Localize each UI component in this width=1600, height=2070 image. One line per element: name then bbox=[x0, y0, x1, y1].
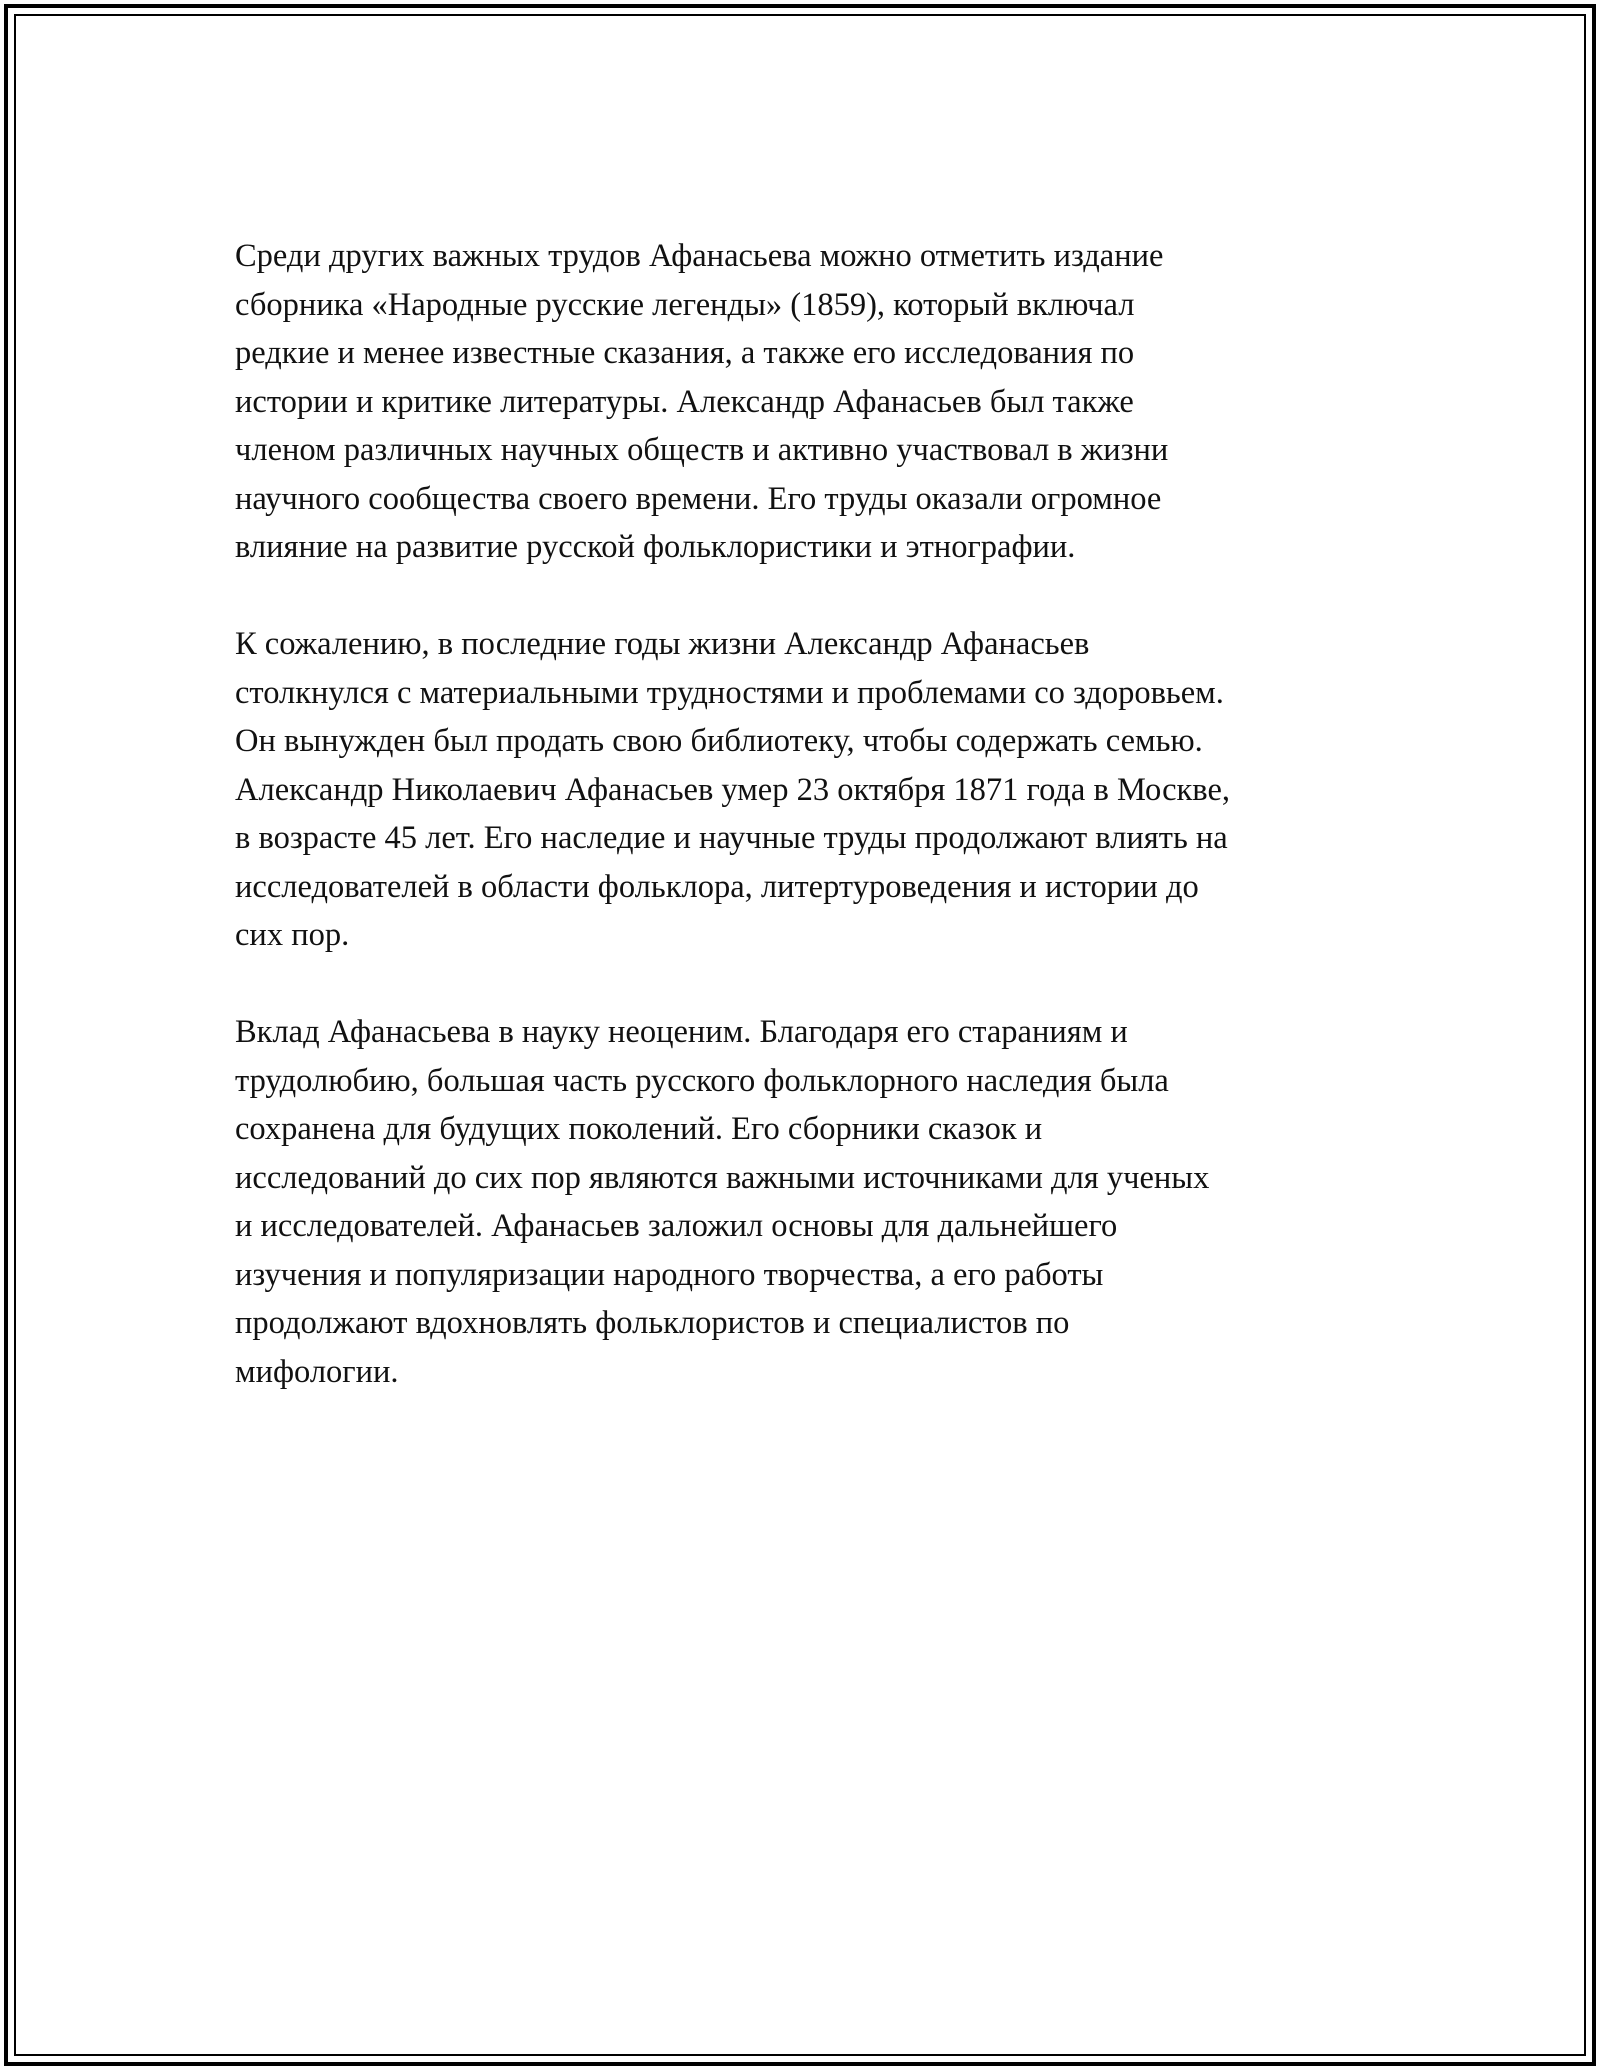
paragraph-2: К сожалению, в последние годы жизни Александр Афанасьев столкнулся с материальными трудностями и проблемами со здоровьем. Он вынужден был продать свою библиотеку, чтобы содержать семью. Александр Николаевич Афанасьев умер 23 октября 1871 года в Москве, в возрасте 45 лет. Его наследие и научные труды продолжают влиять на исследователей в области фольклора, литертуроведения и истории до сих пор. bbox=[235, 626, 1231, 953]
paragraph-3: Вклад Афанасьева в науку неоценим. Благодаря его стараниям и трудолюбию, большая часть русского фольклорного наследия была сохранена для будущих поколений. Его сборники сказок и исследований до сих пор являются важными источниками для ученых и исследователей. Афанасьев заложил основы для дальнейшего изучения и популяризации народного творчества, а его работы продолжают вдохновлять фольклористов и специалистов по мифологии. bbox=[235, 1014, 1210, 1390]
document-body bbox=[235, 232, 1375, 1445]
paragraph-1: Среди других важных трудов Афанасьева можно отметить издание сборника «Народные русские легенды» (1859), который включал редкие и менее известные сказания, а также его исследования по истории и критике литературы. Александр Афанасьев был также членом различных научных обществ и активно участвовал в жизни научного сообщества своего времени. Его труды оказали огромное влияние на развитие русской фольклористики и этнографии. bbox=[235, 238, 1169, 565]
